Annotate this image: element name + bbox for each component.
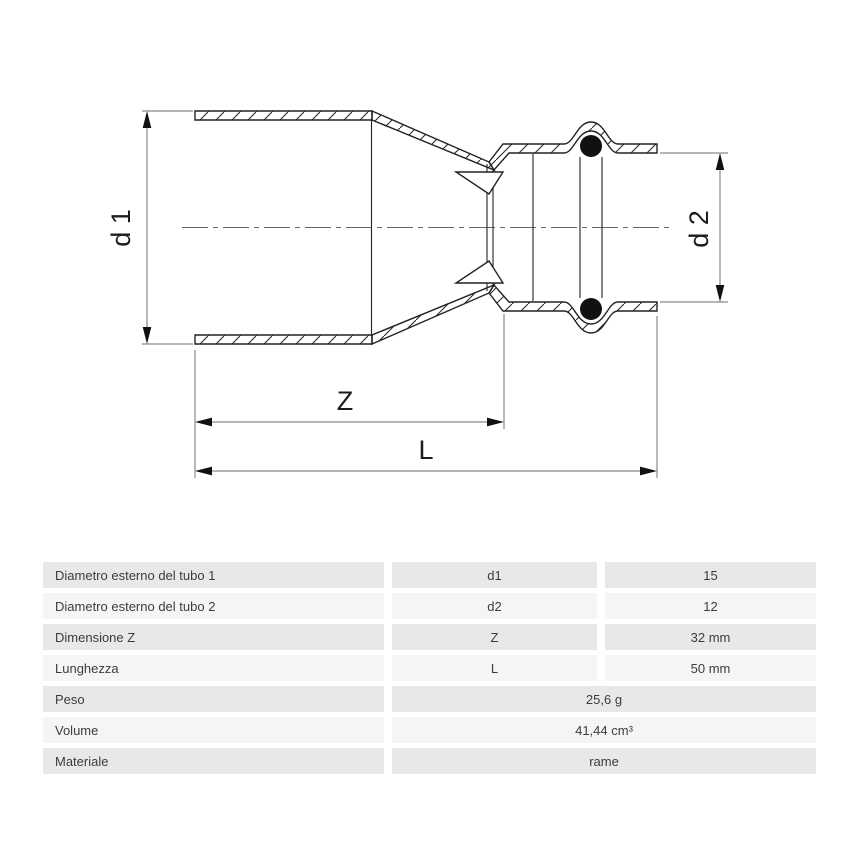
- spec-row-label: Volume: [43, 717, 384, 743]
- spec-row-value: 50 mm: [605, 655, 816, 681]
- spec-table: [43, 562, 816, 774]
- wall-sleeve-top: [489, 122, 657, 170]
- spec-row-label: Materiale: [43, 748, 384, 774]
- spec-row-value: 32 mm: [605, 624, 816, 650]
- l-label: L: [418, 435, 434, 465]
- spec-row-symbol: d1: [392, 562, 597, 588]
- spec-row-value: 25,6 g: [392, 686, 816, 712]
- o-ring-top: [580, 135, 602, 157]
- arrow-right: [640, 467, 657, 476]
- arrow-up: [143, 111, 152, 128]
- spec-row-label: Diametro esterno del tubo 2: [43, 593, 384, 619]
- spec-row-value: rame: [392, 748, 816, 774]
- dimension-d2: [660, 153, 728, 302]
- z-label: Z: [336, 386, 354, 416]
- dimension-d1: [106, 111, 193, 344]
- arrow-down: [716, 285, 725, 302]
- arrow-left: [195, 467, 212, 476]
- spec-row-label: Diametro esterno del tubo 1: [43, 562, 384, 588]
- spec-row-symbol: d2: [392, 593, 597, 619]
- spec-row-label: Lunghezza: [43, 655, 384, 681]
- arrow-down: [143, 327, 152, 344]
- d1-label: d 1: [106, 209, 136, 247]
- wall-large-bottom: [195, 335, 372, 344]
- spec-row-label: Dimensione Z: [43, 624, 384, 650]
- wall-sleeve-bottom: [489, 285, 657, 333]
- spec-row-value: 15: [605, 562, 816, 588]
- d2-label: d 2: [684, 210, 714, 248]
- wall-large-top: [195, 111, 372, 120]
- spec-row-value: 12: [605, 593, 816, 619]
- wall-cone-bottom: [372, 285, 494, 344]
- spec-row-symbol: Z: [392, 624, 597, 650]
- dimension-z: [195, 314, 504, 429]
- spec-row-label: Peso: [43, 686, 384, 712]
- spec-row-value: 41,44 cm³: [392, 717, 816, 743]
- arrow-right: [487, 418, 504, 427]
- wall-cone-top: [372, 111, 494, 170]
- o-ring-bottom: [580, 298, 602, 320]
- arrow-up: [716, 153, 725, 170]
- spec-row-symbol: L: [392, 655, 597, 681]
- arrow-left: [195, 418, 212, 427]
